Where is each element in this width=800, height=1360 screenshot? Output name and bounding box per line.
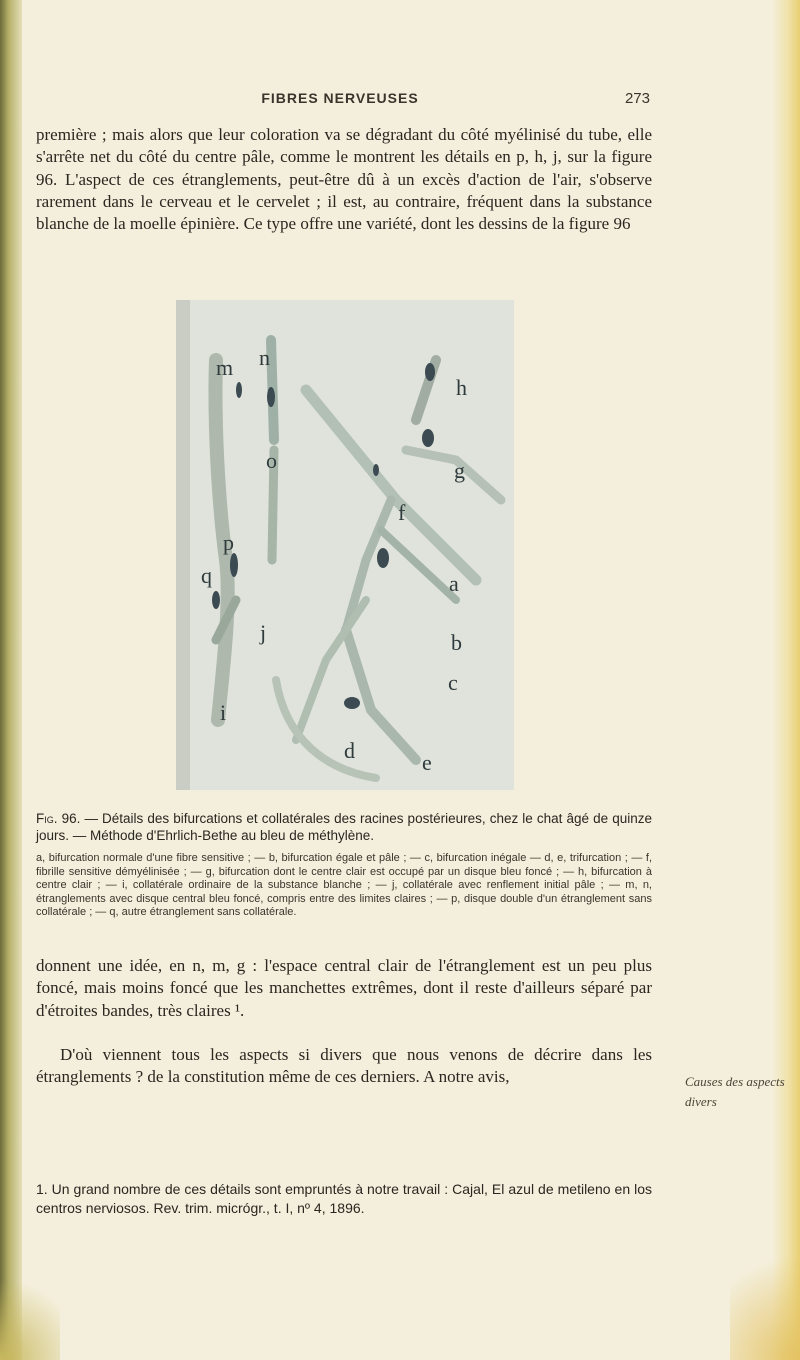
page-number: 273 bbox=[624, 90, 650, 107]
fig-label-m: m bbox=[216, 355, 234, 380]
fig-label-c: c bbox=[448, 670, 458, 695]
caption-legend: a, bifurcation normale d'une fibre sensitive ; — b, bifurcation égale et pâle ; — c, bifurcation inégale — d, e, trifurcation ; — f, fibrille sensitive démyélinisée ; — g, bifurcation dont le centre clair est occupé par un disque bleu foncé ; — h, bifurcation à centre clair ; — i, collatérale ordinaire de la substance blanche ; — j, collatérale avec renflement initial pâle ; — m, n, étranglements avec disque central bleu foncé, compris entre des limites claires ; — p, disque double d'un étranglement sans collatérale ; — q, autre étranglement sans collatérale. bbox=[36, 852, 652, 919]
body-paragraph-idea: donnent une idée, en n, m, g : l'espace central clair de l'étranglement est un peu plus foncé, mais moins foncé que les manchettes extrêmes, dont il reste d'ailleurs séparé par d'étroites bandes, très claires ¹. bbox=[36, 956, 652, 1020]
fig-label-o: o bbox=[266, 448, 277, 473]
fig-label-a: a bbox=[449, 571, 459, 596]
fig-label-q: q bbox=[201, 563, 212, 588]
micrograph-drawing bbox=[176, 300, 514, 790]
fig-label-g: g bbox=[454, 458, 465, 483]
fig-label-h: h bbox=[456, 375, 467, 400]
footnote: 1. Un grand nombre de ces détails sont empruntés à notre travail : Cajal, El azul de metileno en los centros nerviosos. Rev. trim. micrógr., t. I, nº 4, 1896. bbox=[36, 1181, 652, 1216]
fig-label-e: e bbox=[422, 750, 432, 775]
caption-title bbox=[36, 810, 652, 844]
fig-label-p: p bbox=[223, 530, 234, 555]
figure-96-micrograph bbox=[176, 300, 514, 790]
fig-label-n: n bbox=[259, 345, 270, 370]
fig-label-f: f bbox=[398, 500, 406, 525]
body-paragraph-causes: D'où viennent tous les aspects si divers que nous venons de décrire dans les étranglements ? de la constitution même de ces derniers. A notre avis, bbox=[36, 1045, 652, 1087]
fig-label-i: i bbox=[220, 700, 227, 725]
fig-label-j: j bbox=[260, 620, 267, 645]
page-corner-stain bbox=[730, 1240, 800, 1360]
fig-label-d: d bbox=[344, 738, 355, 763]
page-corner-stain-left bbox=[0, 1270, 60, 1360]
figure-caption bbox=[36, 810, 652, 920]
caption-title-text: — Détails des bifurcations et collatérales des racines postérieures, chez le chat âgé de quinze jours. — Méthode d'Ehrlich-Bethe au bleu de méthylène. bbox=[36, 811, 653, 843]
running-head-title: FIBRES NERVEUSES bbox=[261, 90, 419, 106]
caption-figure-number: Fig. 96. bbox=[36, 811, 81, 826]
running-head bbox=[30, 90, 650, 114]
body-paragraph-top: première ; mais alors que leur coloration va se dégradant du côté myélinisé du tube, elle s'arrête net du côté du centre pâle, comme le montrent les détails en p, h, j, sur la figure 96. L'aspect de ces étranglements, peut-être dû à un excès d'action de l'air, s'observe rarement dans le cerveau et le cervelet ; il est, au contraire, fréquent dans la substance blanche de la moelle épinière. Ce type offre une variété, dont les dessins de la figure 96 bbox=[36, 125, 652, 234]
book-spine-shadow bbox=[0, 0, 22, 1360]
page-edge-discoloration bbox=[772, 0, 800, 1360]
fig-label-b: b bbox=[451, 630, 462, 655]
margin-note: Causes des aspects divers bbox=[685, 1074, 785, 1109]
